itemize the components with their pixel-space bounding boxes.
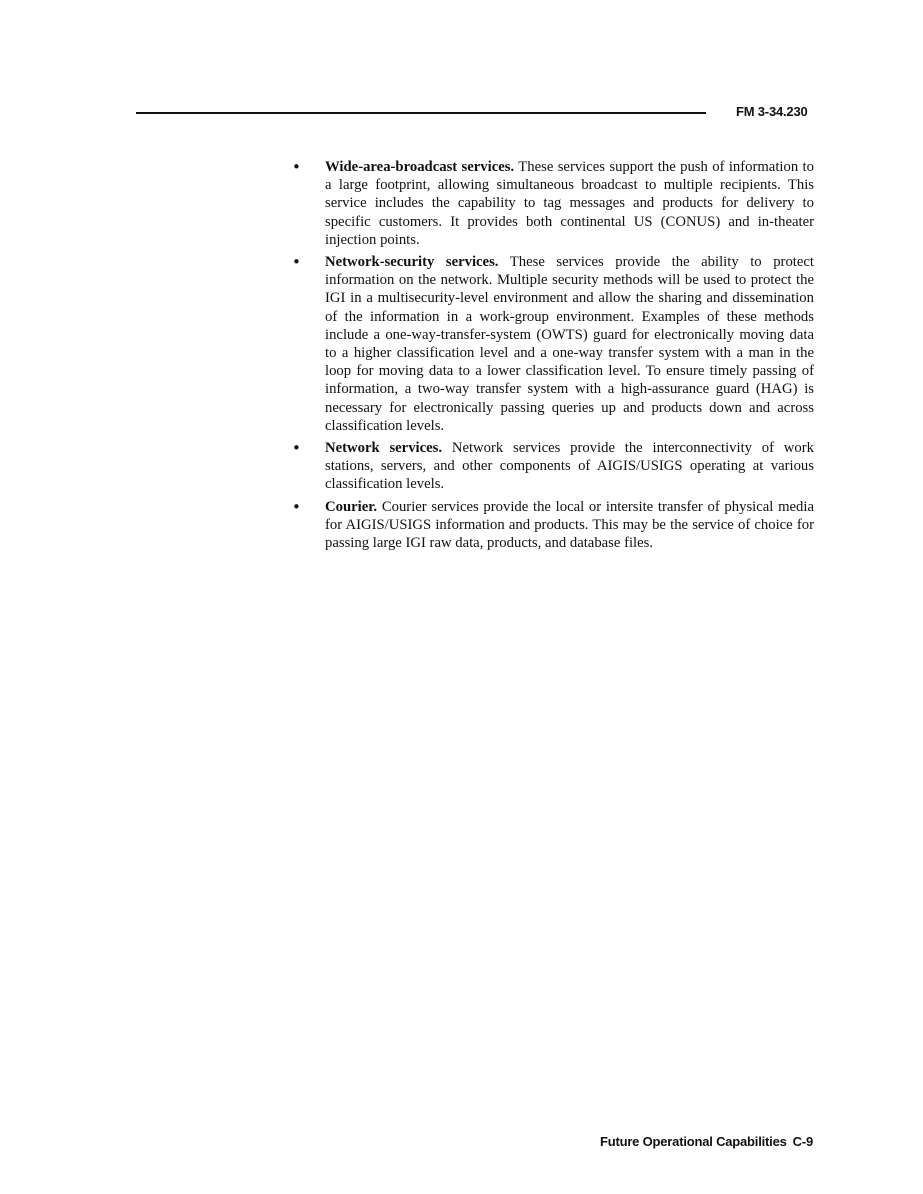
bullet-body: Network services provide the interconnectivity of work stations, servers, and other components of AIGIS/USIGS operating at various classification levels. [325,440,814,493]
bullet-icon: • [292,439,301,458]
bullet-lead: Courier. [325,498,378,515]
bullet-icon: • [292,253,301,272]
bullet-list [292,158,814,556]
bullet-body: Courier services provide the local or intersite transfer of physical media for AIGIS/USIGS information and products. This may be the service of choice for passing large IGI raw data, products, and database files. [325,498,814,552]
bullet-paragraph [325,439,814,494]
footer-title: Future Operational Capabilities [599,1134,787,1149]
list-item [292,253,814,435]
bullet-lead: Wide-area-broadcast services. [325,159,515,175]
list-item [292,439,814,494]
bullet-lead: Network services. [325,440,443,457]
bullet-paragraph [325,253,814,435]
page-number: C-9 [792,1134,813,1149]
bullet-icon: • [292,497,301,516]
page-footer [600,1134,813,1149]
bullet-icon: • [292,158,301,176]
bullet-lead: Network-security services. [325,254,499,271]
list-item [292,158,814,249]
list-item [292,498,814,553]
header-rule [136,112,706,114]
bullet-body: These services provide the ability to protect information on the network. Multiple security methods will be used to protect the IGI in a multisecurity-level environment and allow the sharing and dissemination of the information in a work-group environment. Examples of these methods include a one-way-transfer-system (OWTS) guard for electronically moving data to a higher classification level and a one-way transfer system with a man in the loop for moving data to a lower classification level. To ensure timely passing of information, a two-way transfer system with a high-assurance guard (HAG) is necessary for electronically passing queries up and products down and across classification levels. [325,254,814,434]
document-id: FM 3-34.230 [736,104,808,119]
bullet-body: These services support the push of information to a large footprint, allowing simultaneous broadcast to multiple recipients. This service includes the capability to tag messages and products for delivery to specific customers. It provides both continental US (CONUS) and in-theater injection points. [325,159,814,248]
bullet-paragraph [325,158,814,249]
bullet-paragraph [325,498,814,553]
